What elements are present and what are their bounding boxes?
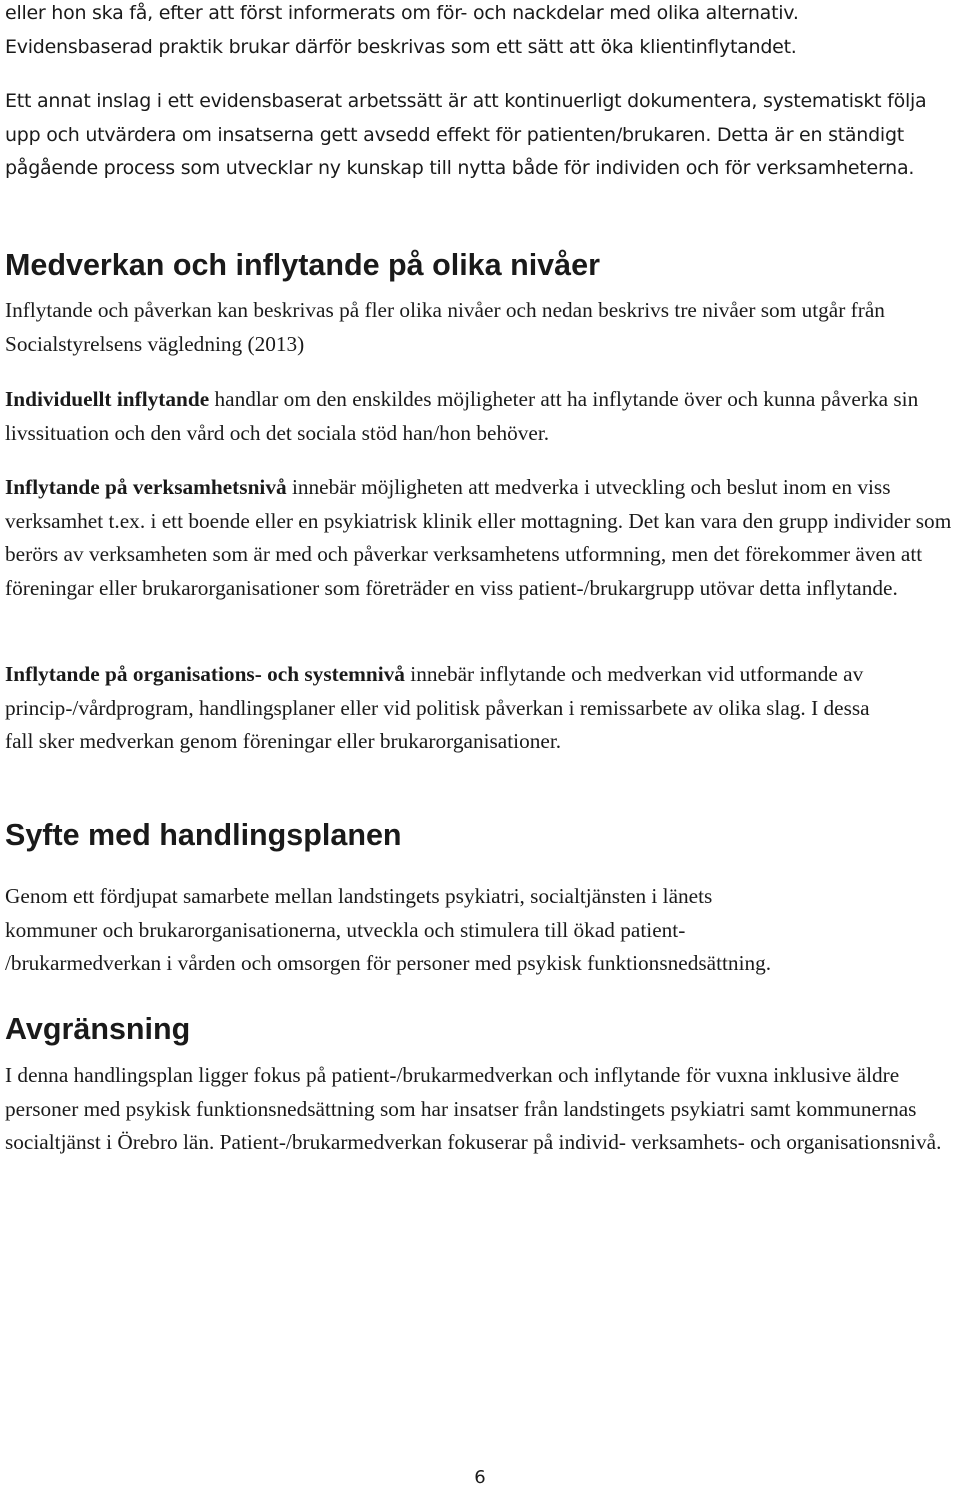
- medverkan-intro: Inflytande och påverkan kan beskrivas på fler olika nivåer och nedan beskrivs tre nivåer som utgår från Socialstyrelsens vägledning (2013): [5, 298, 885, 356]
- syfte-paragraph: [5, 880, 960, 981]
- system-influence-text: innebär inflytande och medverkan vid utformande av princip-/vårdprogram, handlingsplaner eller vid politisk påverkan i remissarbete av olika slag. I dessa fall sker medverkan genom föreningar eller brukarorganisationer.: [5, 662, 870, 754]
- intro-line-2: Evidensbaserad praktik brukar därför beskrivas som ett sätt att öka klientinflytandet.: [5, 35, 797, 58]
- system-influence-paragraph: [5, 658, 885, 759]
- operational-influence-paragraph: [5, 471, 960, 605]
- syfte-line-1: Genom ett fördjupat samarbete mellan landstingets psykiatri, socialtjänsten i länets: [5, 884, 713, 908]
- heading-avgransning: Avgränsning: [5, 1012, 191, 1046]
- heading-medverkan: Medverkan och inflytande på olika nivåer: [5, 248, 600, 282]
- intro-paragraph: [5, 0, 955, 64]
- intro-line-1: eller hon ska få, efter att först informerats om för- och nackdelar med olika alternativ.: [5, 2, 799, 24]
- individual-influence-text: handlar om den enskildes möjligheter att ha inflytande över och kunna påverka sin livssituation och den vård och det sociala stöd han/hon behöver.: [5, 387, 919, 445]
- page-number: 6: [474, 1467, 486, 1488]
- operational-influence-text: innebär möjligheten att medverka i utveckling och beslut inom en viss verksamhet t.ex. i ett boende eller en psykiatrisk klinik eller mottagning. Det kan vara den grupp individer som berörs av verksamheten som är med och påverkar verksamhetens utformning, men det förekommer även att föreningar eller brukarorganisationer som företräder en viss patient-/brukargrupp utövar detta inflytande.: [5, 475, 952, 600]
- evidence-paragraph-rest: Detta är en ständigt pågående process som utvecklar ny kunskap till nytta både för individen och för verksamheterna.: [5, 123, 915, 180]
- evidence-paragraph: [5, 85, 950, 186]
- syfte-line-3: /brukarmedverkan i vården och omsorgen för personer med psykisk funktionsnedsättning.: [5, 951, 772, 976]
- individual-influence-paragraph: [5, 383, 960, 450]
- operational-influence-term: Inflytande på verksamhetsnivå: [5, 475, 287, 499]
- individual-influence-term: Individuellt inflytande: [5, 387, 210, 411]
- syfte-line-2: kommuner och brukarorganisationerna, utveckla och stimulera till ökad patient-: [5, 917, 686, 942]
- evidence-paragraph-lead: Ett annat inslag i ett evidensbaserat arbetssätt är att kontinuerligt dokumentera, systematiskt följa upp och utvärdera om insatserna gett avsedd effekt för patienten/brukaren.: [5, 90, 927, 146]
- system-influence-term: Inflytande på organisations- och systemnivå: [5, 662, 405, 686]
- avgransning-paragraph: I denna handlingsplan ligger fokus på patient-/brukarmedverkan och inflytande för vuxna inklusive äldre personer med psykisk funktionsnedsättning som har insatser från landstingets psykiatri samt kommunernas socialtjänst i Örebro län. Patient-/brukarmedverkan fokuserar på individ- verksamhets- och organisationsnivå.: [5, 1063, 942, 1155]
- heading-syfte: Syfte med handlingsplanen: [5, 818, 402, 852]
